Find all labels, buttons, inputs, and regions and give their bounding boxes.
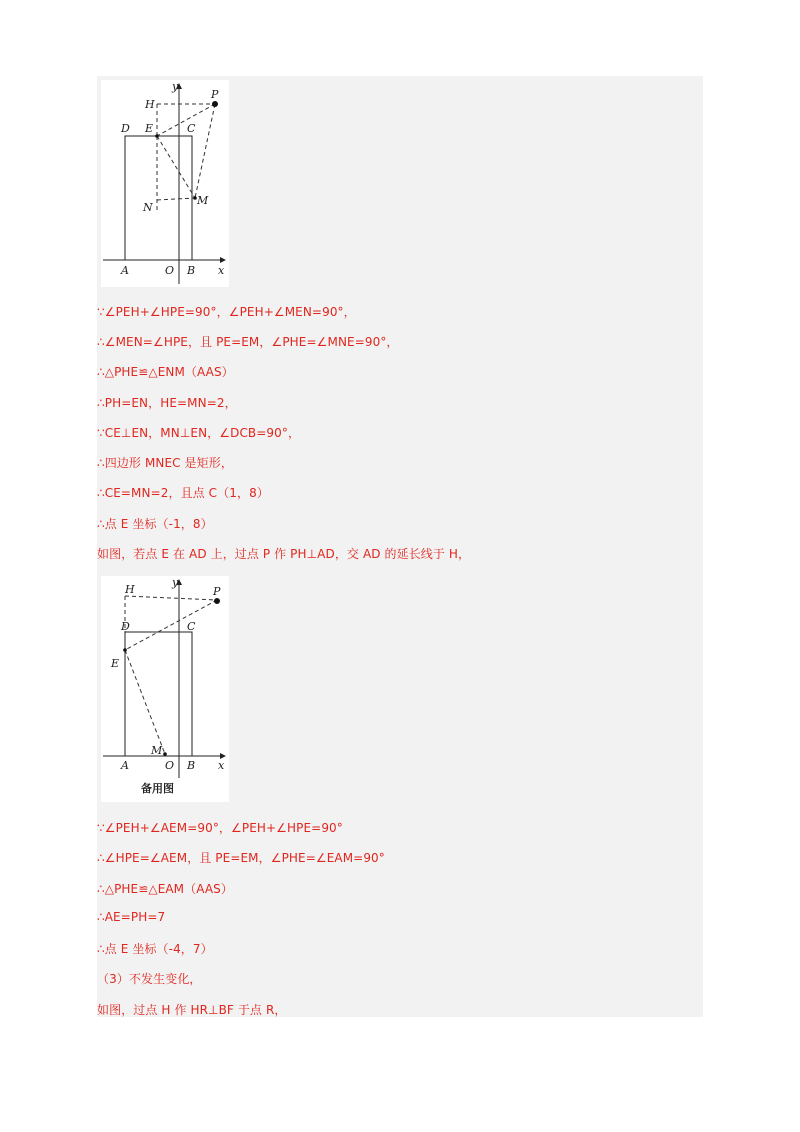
- label-e: E: [145, 122, 154, 135]
- label-o: O: [165, 759, 175, 772]
- rectangle-abcd: [125, 136, 192, 260]
- label-a: A: [121, 264, 129, 277]
- point-p: [214, 598, 220, 604]
- text-line-6: ∴四边形 MNEC 是矩形，: [97, 456, 233, 470]
- text-line-5: ∵CE⊥EN，MN⊥EN，∠DCB=90°，: [97, 426, 301, 440]
- label-c: C: [187, 122, 196, 135]
- label-p: P: [211, 88, 219, 101]
- text-line-3: ∴△PHE≌△ENM（AAS）: [97, 365, 234, 379]
- text-line-11: ∴∠HPE=∠AEM，且 PE=EM，∠PHE=∠EAM=90°: [97, 851, 385, 865]
- figure-caption: 备用图: [141, 782, 174, 795]
- text-line-10: ∵∠PEH+∠AEM=90°，∠PEH+∠HPE=90°: [97, 821, 343, 835]
- label-n: N: [143, 201, 153, 214]
- label-x: x: [218, 264, 225, 277]
- label-m: M: [197, 194, 209, 207]
- label-m: M: [151, 744, 163, 757]
- label-h: H: [145, 98, 155, 111]
- label-b: B: [187, 759, 196, 772]
- label-e: E: [111, 657, 120, 670]
- label-p: P: [213, 585, 221, 598]
- label-c: C: [187, 620, 196, 633]
- text-line-1: ∵∠PEH+∠HPE=90°，∠PEH+∠MEN=90°，: [97, 305, 356, 319]
- label-d: D: [121, 122, 130, 135]
- text-line-7: ∴CE=MN=2，且点 C（1，8）: [97, 486, 269, 500]
- solution-panel: [97, 76, 703, 1017]
- geometry-figure-1: [101, 80, 229, 287]
- label-y: y: [172, 80, 179, 93]
- label-y: y: [172, 576, 179, 589]
- text-line-9: 如图，若点 E 在 AD 上，过点 P 作 PH⊥AD，交 AD 的延长线于 H，: [97, 547, 471, 561]
- text-line-8: ∴点 E 坐标（-1，8）: [97, 517, 213, 531]
- point-p: [212, 101, 218, 107]
- label-b: B: [187, 264, 196, 277]
- text-line-15: （3）不发生变化，: [97, 972, 202, 986]
- text-line-16: 如图，过点 H 作 HR⊥BF 于点 R，: [97, 1003, 287, 1017]
- geometry-figure-2: [101, 576, 229, 802]
- label-a: A: [121, 759, 129, 772]
- label-h: H: [125, 583, 135, 596]
- text-line-4: ∴PH=EN，HE=MN=2，: [97, 396, 237, 410]
- text-line-2: ∴∠MEN=∠HPE，且 PE=EM，∠PHE=∠MNE=90°，: [97, 335, 399, 349]
- label-x: x: [218, 759, 225, 772]
- text-line-12: ∴△PHE≌△EAM（AAS）: [97, 882, 234, 896]
- label-o: O: [165, 264, 175, 277]
- label-d: D: [121, 620, 130, 633]
- text-line-14: ∴点 E 坐标（-4，7）: [97, 942, 213, 956]
- text-line-13: ∴AE=PH=7: [97, 910, 166, 924]
